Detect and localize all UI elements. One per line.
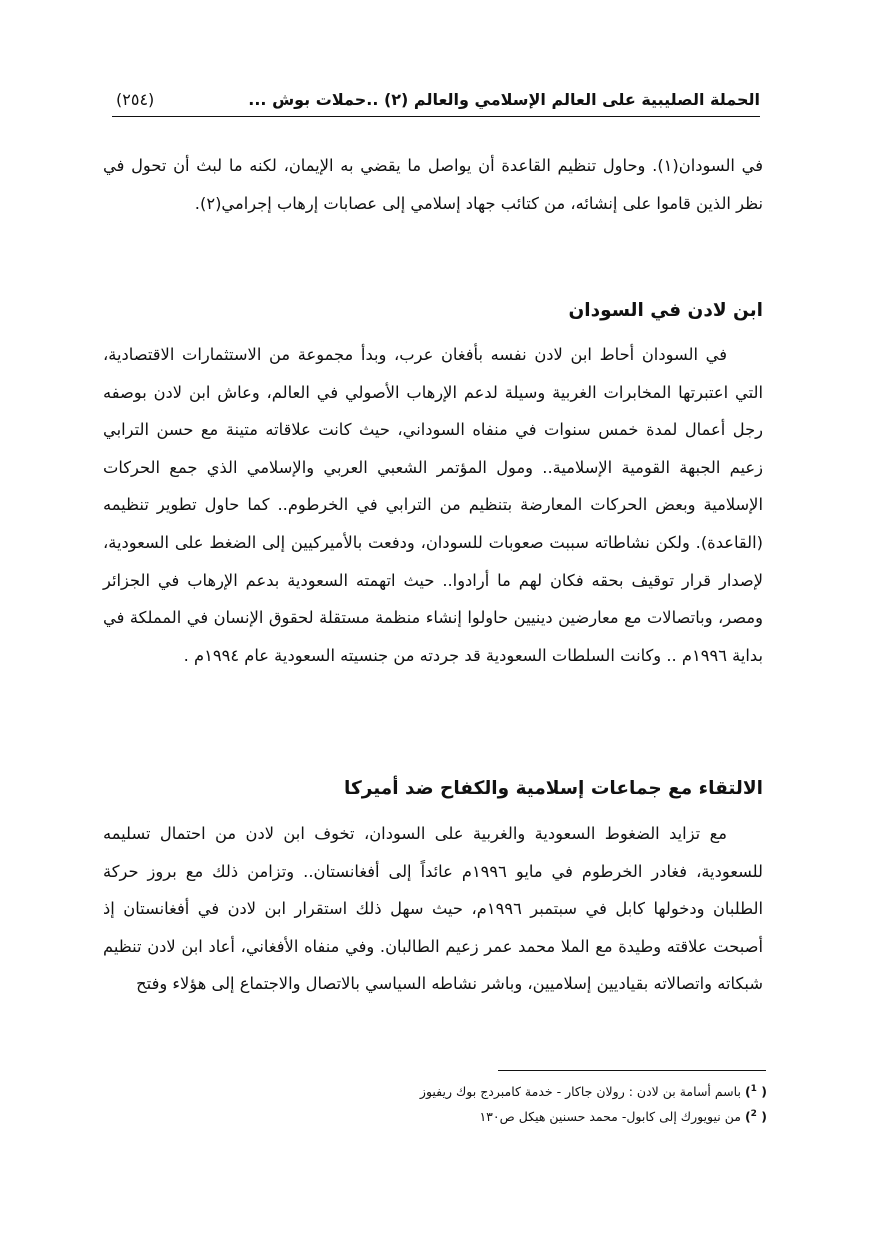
footnote-2 [287, 1103, 767, 1128]
footnote-1 [287, 1078, 767, 1103]
page-header [112, 88, 760, 117]
footnote-marker: ( $^1$) [744, 1084, 767, 1100]
paragraph-alliance: مع تزايد الضغوط السعودية والغربية على السودان، تخوف ابن لادن من احتمال تسليمه للسعودية، فغادر الخرطوم في مايو ١٩٩٦م عائداً إلى أفغانستان.. وتزامن ذلك مع بروز حركة الطلبان ودخولها كابل في سبتمبر ١٩٩٦م، حيث سهل ذلك استقرار ابن لادن في أفغانستان إذ أصبحت علاقته وطيدة مع الملا محمد عمر زعيم الطالبان. وفي منفاه الأفغاني، أعاد ابن لادن تنظيم شبكاته واتصالاته بقياديين إسلاميين، وباشر نشاطه السياسي بالاتصال والاجتماع إلى هؤلاء وفتح [103, 824, 764, 994]
footnote-text: باسم أسامة بن لادن : رولان جاكار - خدمة كامبردج بوك ريفيوز [419, 1084, 741, 1100]
section-heading-alliance: الالتقاء مع جماعات إسلامية والكفاح ضد أميركا [344, 778, 763, 799]
intro-paragraph: في السودان(١). وحاول تنظيم القاعدة أن يواصل ما يقضي به الإيمان، لكنه ما لبث أن تحول في نظر الذين قاموا على إنشائه، من كتائب جهاد إسلامي إلى عصابات إرهاب إجرامي(٢). [103, 156, 764, 213]
footnote-marker: ( $^2$) [744, 1109, 767, 1125]
footnote-separator [498, 1070, 766, 1071]
page-number: (٢٥٤) [116, 90, 155, 109]
running-title: الحملة الصليبية على العالم الإسلامي والعالم (٢) ..حملات بوش ... [248, 90, 760, 109]
section-heading-sudan: ابن لادن في السودان [568, 300, 763, 321]
footnotes [287, 1078, 767, 1128]
footnote-text: من نيويورك إلى كابول- محمد حسنين هيكل ص١٣٠ [479, 1109, 741, 1125]
paragraph-sudan: في السودان أحاط ابن لادن نفسه بأفغان عرب، وبدأ مجموعة من الاستثمارات الاقتصادية، التي اعتبرتها المخابرات الغربية وسيلة لدعم الإرهاب الأصولي في العالم، وعاش ابن لادن بوصفه رجل أعمال لمدة خمس سنوات في منفاه السوداني، حيث كانت علاقاته متينة مع حسن الترابي زعيم الجبهة القومية الإسلامية.. ومول المؤتمر الشعبي العربي والإسلامي الذي جمع الحركات الإسلامية وبعض الحركات المعارضة بتنظيم من الترابي في الخرطوم.. كما حاول تطوير تنظيمه (القاعدة). ولكن نشاطاته سببت صعوبات للسودان، ودفعت بالأميركيين إلى الضغط على السعودية، لإصدار قرار توقيف بحقه فكان لهم ما أرادوا.. حيث اتهمته السعودية بدعم الإرهاب في الجزائر ومصر، وباتصالات مع معارضين دينيين حاولوا إنشاء منظمة مستقلة لحقوق الإنسان في المملكة في بداية ١٩٩٦م .. وكانت السلطات السعودية قد جردته من جنسيته السعودية عام ١٩٩٤م . [103, 345, 763, 665]
